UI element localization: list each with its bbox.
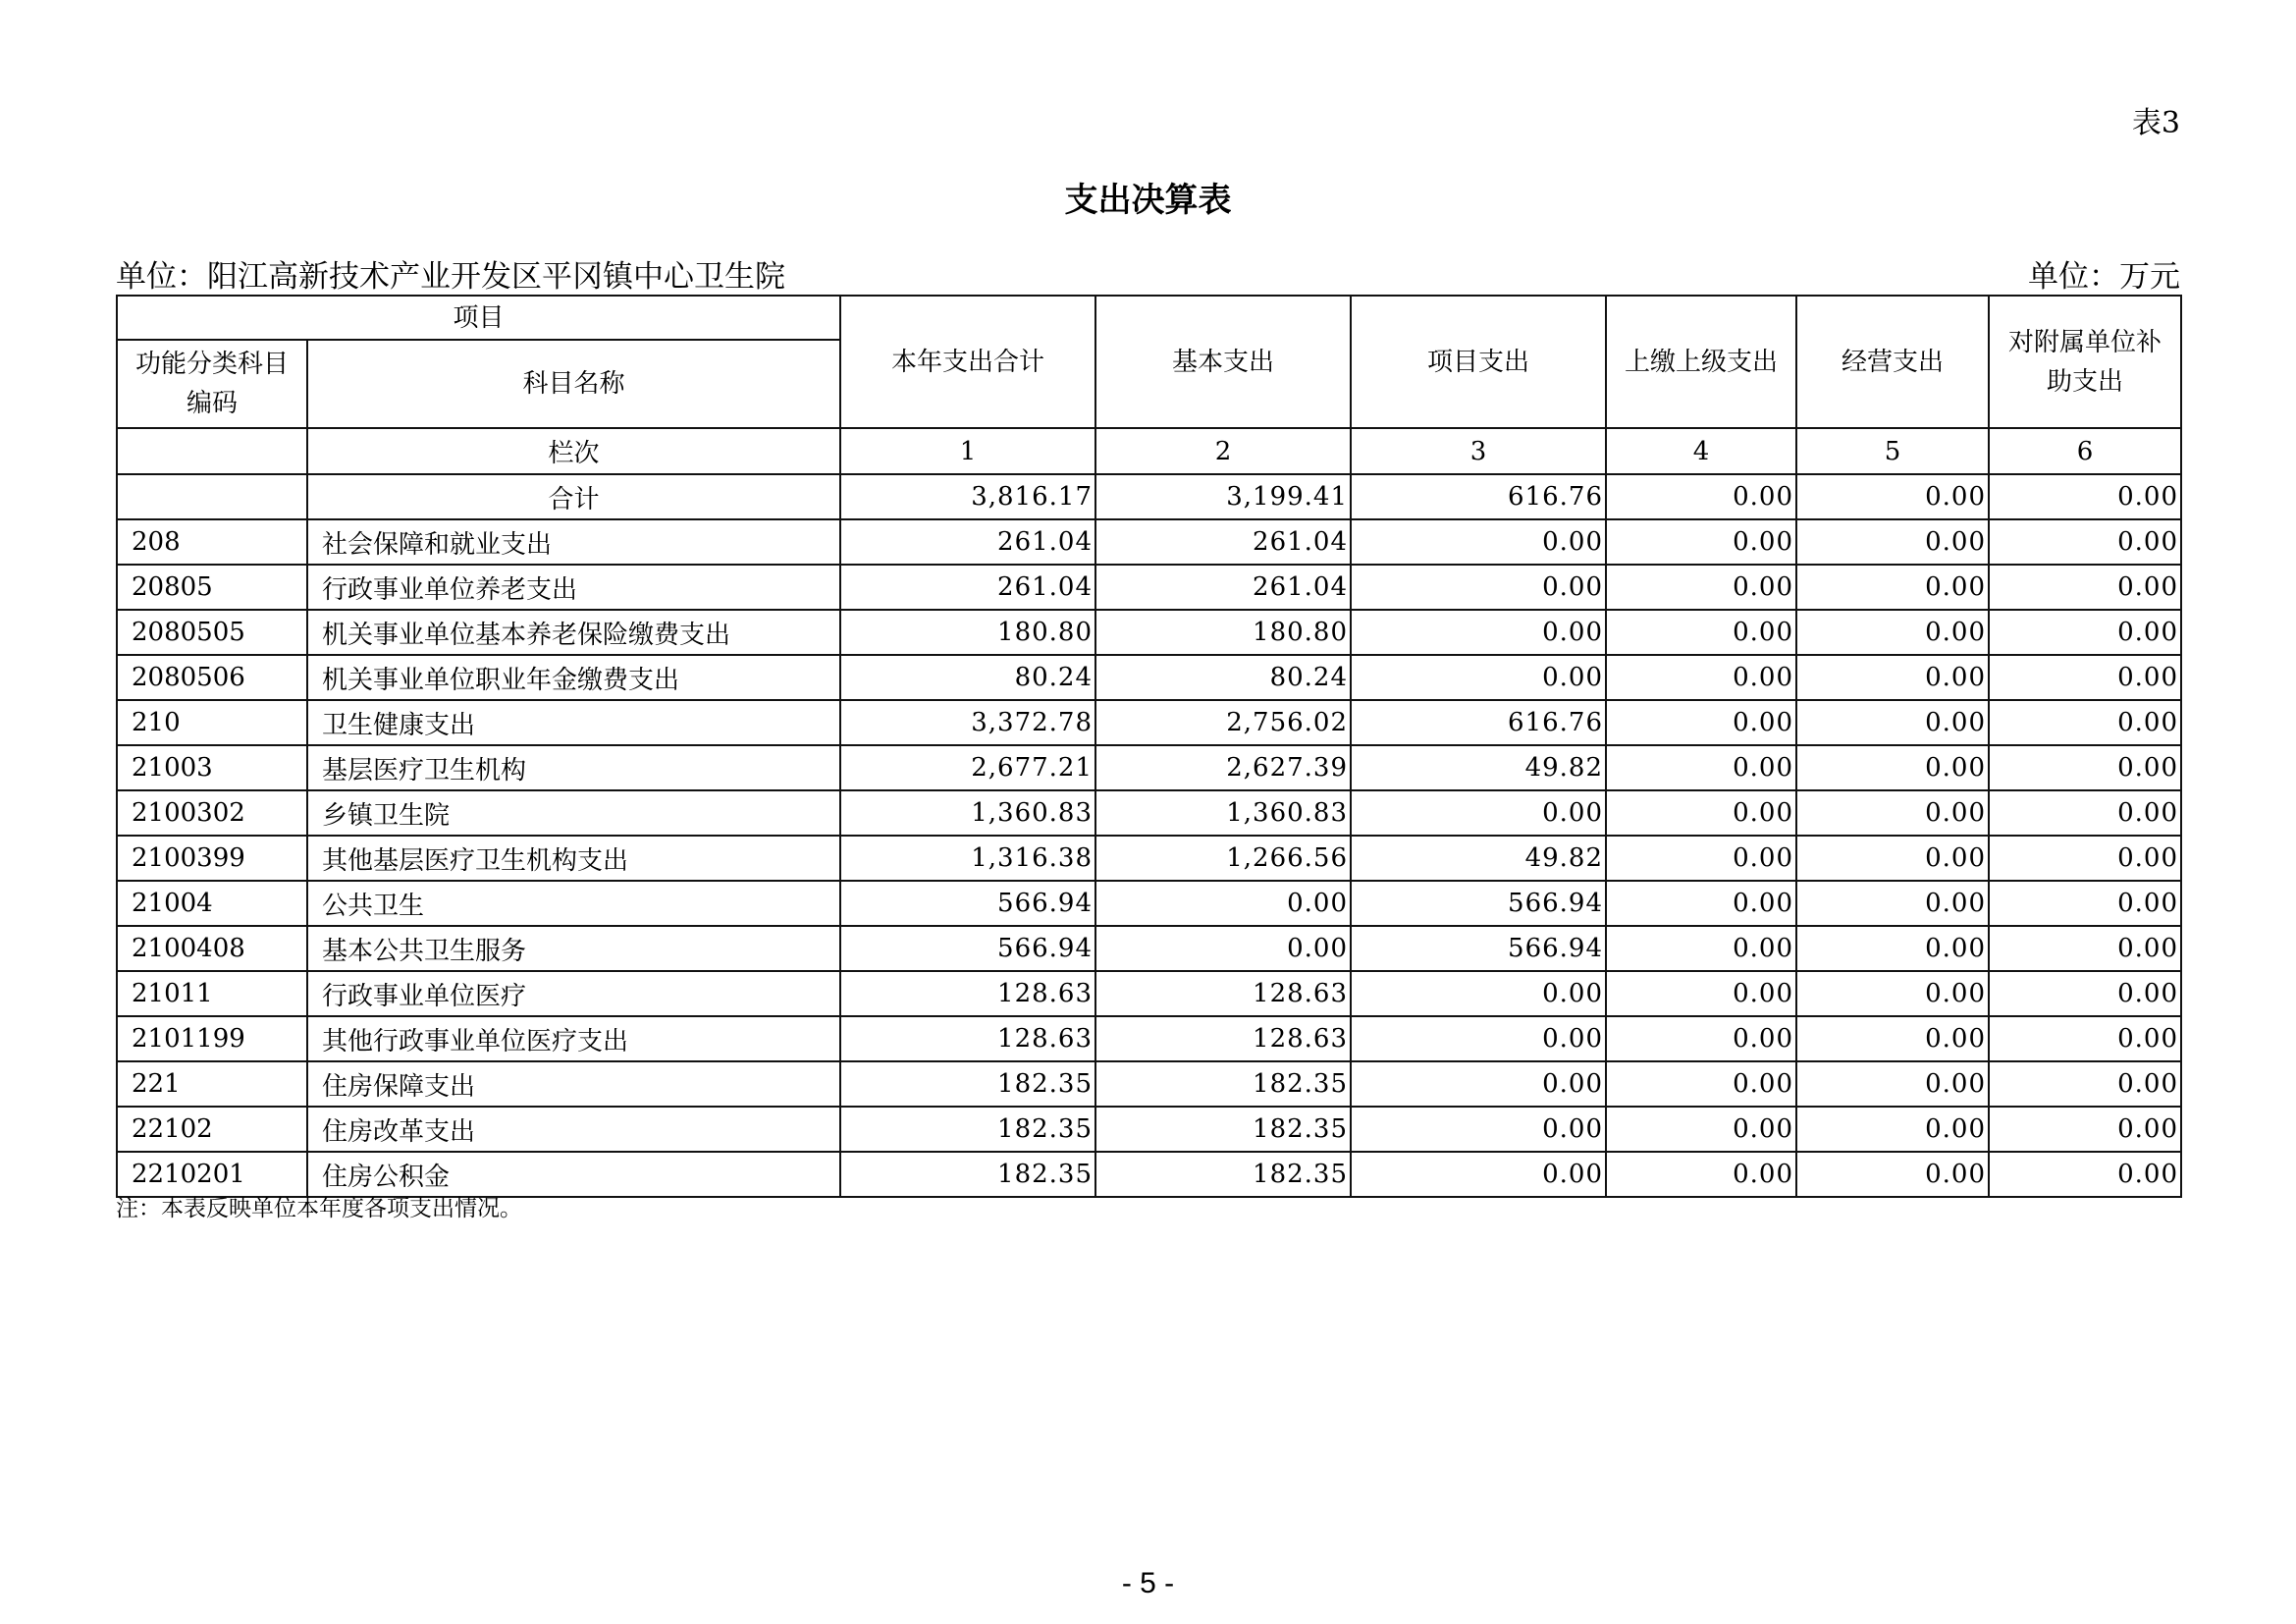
row-name: 机关事业单位基本养老保险缴费支出	[307, 610, 840, 655]
row-name: 住房公积金	[307, 1152, 840, 1197]
index-col: 4	[1606, 428, 1796, 474]
row-subsidy: 0.00	[1989, 926, 2181, 971]
row-code: 2080506	[117, 655, 307, 700]
row-project: 616.76	[1351, 474, 1606, 519]
row-total: 1,360.83	[840, 790, 1095, 836]
row-project: 0.00	[1351, 790, 1606, 836]
row-code: 2080505	[117, 610, 307, 655]
row-subsidy: 0.00	[1989, 700, 2181, 745]
table-row	[117, 881, 2181, 926]
table-row	[117, 700, 2181, 745]
row-total: 261.04	[840, 565, 1095, 610]
row-upper: 0.00	[1606, 926, 1796, 971]
header-subsidy: 对附属单位补助支出	[1989, 296, 2181, 428]
header-business: 经营支出	[1796, 296, 1989, 428]
row-code: 22102	[117, 1107, 307, 1152]
row-code: 2101199	[117, 1016, 307, 1061]
table-row	[117, 610, 2181, 655]
row-subsidy: 0.00	[1989, 655, 2181, 700]
row-basic: 1,360.83	[1095, 790, 1351, 836]
row-business: 0.00	[1796, 610, 1989, 655]
row-name: 社会保障和就业支出	[307, 519, 840, 565]
row-name: 卫生健康支出	[307, 700, 840, 745]
row-project: 0.00	[1351, 1061, 1606, 1107]
row-name: 住房保障支出	[307, 1061, 840, 1107]
row-total: 182.35	[840, 1152, 1095, 1197]
table-row	[117, 1061, 2181, 1107]
header-subject-name: 科目名称	[307, 340, 840, 428]
row-subsidy: 0.00	[1989, 474, 2181, 519]
table-row	[117, 565, 2181, 610]
row-subsidy: 0.00	[1989, 1152, 2181, 1197]
row-business: 0.00	[1796, 790, 1989, 836]
row-subsidy: 0.00	[1989, 836, 2181, 881]
index-col: 5	[1796, 428, 1989, 474]
row-basic: 2,756.02	[1095, 700, 1351, 745]
row-code: 20805	[117, 565, 307, 610]
table-row	[117, 1016, 2181, 1061]
row-business: 0.00	[1796, 745, 1989, 790]
row-project: 0.00	[1351, 655, 1606, 700]
row-business: 0.00	[1796, 1016, 1989, 1061]
currency-unit: 单位：万元	[2028, 259, 2180, 295]
row-total: 261.04	[840, 519, 1095, 565]
row-subsidy: 0.00	[1989, 1061, 2181, 1107]
table-row	[117, 1107, 2181, 1152]
row-upper: 0.00	[1606, 790, 1796, 836]
row-project: 616.76	[1351, 700, 1606, 745]
row-project: 49.82	[1351, 836, 1606, 881]
row-upper: 0.00	[1606, 881, 1796, 926]
table-row	[117, 519, 2181, 565]
row-code: 21011	[117, 971, 307, 1016]
row-upper: 0.00	[1606, 474, 1796, 519]
header-project: 项目支出	[1351, 296, 1606, 428]
header-upper: 上缴上级支出	[1606, 296, 1796, 428]
row-project: 0.00	[1351, 1016, 1606, 1061]
row-project: 0.00	[1351, 1107, 1606, 1152]
row-project: 0.00	[1351, 565, 1606, 610]
row-upper: 0.00	[1606, 1016, 1796, 1061]
row-code: 2100399	[117, 836, 307, 881]
row-business: 0.00	[1796, 655, 1989, 700]
row-basic: 80.24	[1095, 655, 1351, 700]
row-total: 182.35	[840, 1107, 1095, 1152]
row-code: 21004	[117, 881, 307, 926]
row-basic: 180.80	[1095, 610, 1351, 655]
row-subsidy: 0.00	[1989, 790, 2181, 836]
row-total: 3,372.78	[840, 700, 1095, 745]
row-total: 180.80	[840, 610, 1095, 655]
row-total: 80.24	[840, 655, 1095, 700]
row-upper: 0.00	[1606, 1107, 1796, 1152]
row-subsidy: 0.00	[1989, 1107, 2181, 1152]
row-business: 0.00	[1796, 474, 1989, 519]
row-basic: 128.63	[1095, 971, 1351, 1016]
row-business: 0.00	[1796, 1152, 1989, 1197]
row-subsidy: 0.00	[1989, 610, 2181, 655]
row-business: 0.00	[1796, 1107, 1989, 1152]
row-upper: 0.00	[1606, 700, 1796, 745]
row-project: 0.00	[1351, 1152, 1606, 1197]
row-total: 128.63	[840, 1016, 1095, 1061]
row-business: 0.00	[1796, 926, 1989, 971]
row-subsidy: 0.00	[1989, 1016, 2181, 1061]
table-row	[117, 655, 2181, 700]
page-number: - 5 -	[1121, 1567, 1175, 1599]
row-business: 0.00	[1796, 836, 1989, 881]
row-basic: 2,627.39	[1095, 745, 1351, 790]
row-name: 住房改革支出	[307, 1107, 840, 1152]
row-subsidy: 0.00	[1989, 881, 2181, 926]
row-basic: 128.63	[1095, 1016, 1351, 1061]
row-total: 3,816.17	[840, 474, 1095, 519]
row-project: 49.82	[1351, 745, 1606, 790]
row-name: 行政事业单位养老支出	[307, 565, 840, 610]
row-business: 0.00	[1796, 971, 1989, 1016]
row-name: 基本公共卫生服务	[307, 926, 840, 971]
row-total: 128.63	[840, 971, 1095, 1016]
row-basic: 1,266.56	[1095, 836, 1351, 881]
expenditure-table	[116, 295, 2182, 1198]
table-row	[117, 745, 2181, 790]
row-upper: 0.00	[1606, 1152, 1796, 1197]
row-business: 0.00	[1796, 881, 1989, 926]
index-col: 2	[1095, 428, 1351, 474]
row-upper: 0.00	[1606, 610, 1796, 655]
row-total: 566.94	[840, 881, 1095, 926]
row-project: 566.94	[1351, 926, 1606, 971]
row-name: 行政事业单位医疗	[307, 971, 840, 1016]
table-number: 表3	[2131, 106, 2180, 140]
row-code: 2100302	[117, 790, 307, 836]
row-basic: 261.04	[1095, 565, 1351, 610]
row-code: 210	[117, 700, 307, 745]
index-col: 6	[1989, 428, 2181, 474]
row-business: 0.00	[1796, 700, 1989, 745]
row-subsidy: 0.00	[1989, 519, 2181, 565]
row-total: 182.35	[840, 1061, 1095, 1107]
row-upper: 0.00	[1606, 971, 1796, 1016]
row-total: 2,677.21	[840, 745, 1095, 790]
index-label: 栏次	[307, 428, 840, 474]
index-empty	[117, 428, 307, 474]
table-note: 注：本表反映单位本年度各项支出情况。	[116, 1196, 522, 1221]
row-name: 机关事业单位职业年金缴费支出	[307, 655, 840, 700]
organization-unit: 单位：阳江高新技术产业开发区平冈镇中心卫生院	[116, 259, 785, 295]
row-upper: 0.00	[1606, 1061, 1796, 1107]
row-basic: 0.00	[1095, 926, 1351, 971]
row-name: 合计	[307, 474, 840, 519]
row-basic: 182.35	[1095, 1107, 1351, 1152]
row-total: 566.94	[840, 926, 1095, 971]
row-code: 208	[117, 519, 307, 565]
table-row	[117, 790, 2181, 836]
row-subsidy: 0.00	[1989, 971, 2181, 1016]
row-business: 0.00	[1796, 1061, 1989, 1107]
row-name: 基层医疗卫生机构	[307, 745, 840, 790]
row-code: 221	[117, 1061, 307, 1107]
table-row	[117, 836, 2181, 881]
page-title: 支出决算表	[1064, 181, 1232, 220]
row-subsidy: 0.00	[1989, 565, 2181, 610]
row-total: 1,316.38	[840, 836, 1095, 881]
row-upper: 0.00	[1606, 519, 1796, 565]
row-project: 566.94	[1351, 881, 1606, 926]
row-project: 0.00	[1351, 971, 1606, 1016]
row-basic: 182.35	[1095, 1061, 1351, 1107]
header-func-code: 功能分类科目编码	[117, 340, 307, 428]
row-project: 0.00	[1351, 610, 1606, 655]
table-row	[117, 971, 2181, 1016]
table-row	[117, 926, 2181, 971]
row-name: 其他基层医疗卫生机构支出	[307, 836, 840, 881]
row-upper: 0.00	[1606, 565, 1796, 610]
row-business: 0.00	[1796, 565, 1989, 610]
row-code: 21003	[117, 745, 307, 790]
row-basic: 261.04	[1095, 519, 1351, 565]
row-business: 0.00	[1796, 519, 1989, 565]
row-basic: 182.35	[1095, 1152, 1351, 1197]
header-total: 本年支出合计	[840, 296, 1095, 428]
row-upper: 0.00	[1606, 745, 1796, 790]
row-project: 0.00	[1351, 519, 1606, 565]
row-name: 公共卫生	[307, 881, 840, 926]
table-row	[117, 474, 2181, 519]
row-basic: 0.00	[1095, 881, 1351, 926]
index-col: 1	[840, 428, 1095, 474]
row-upper: 0.00	[1606, 655, 1796, 700]
row-subsidy: 0.00	[1989, 745, 2181, 790]
row-name: 乡镇卫生院	[307, 790, 840, 836]
row-basic: 3,199.41	[1095, 474, 1351, 519]
row-code: 2100408	[117, 926, 307, 971]
row-code: 2210201	[117, 1152, 307, 1197]
row-code	[117, 474, 307, 519]
row-name: 其他行政事业单位医疗支出	[307, 1016, 840, 1061]
index-col: 3	[1351, 428, 1606, 474]
row-upper: 0.00	[1606, 836, 1796, 881]
header-basic: 基本支出	[1095, 296, 1351, 428]
header-item: 项目	[117, 296, 840, 340]
